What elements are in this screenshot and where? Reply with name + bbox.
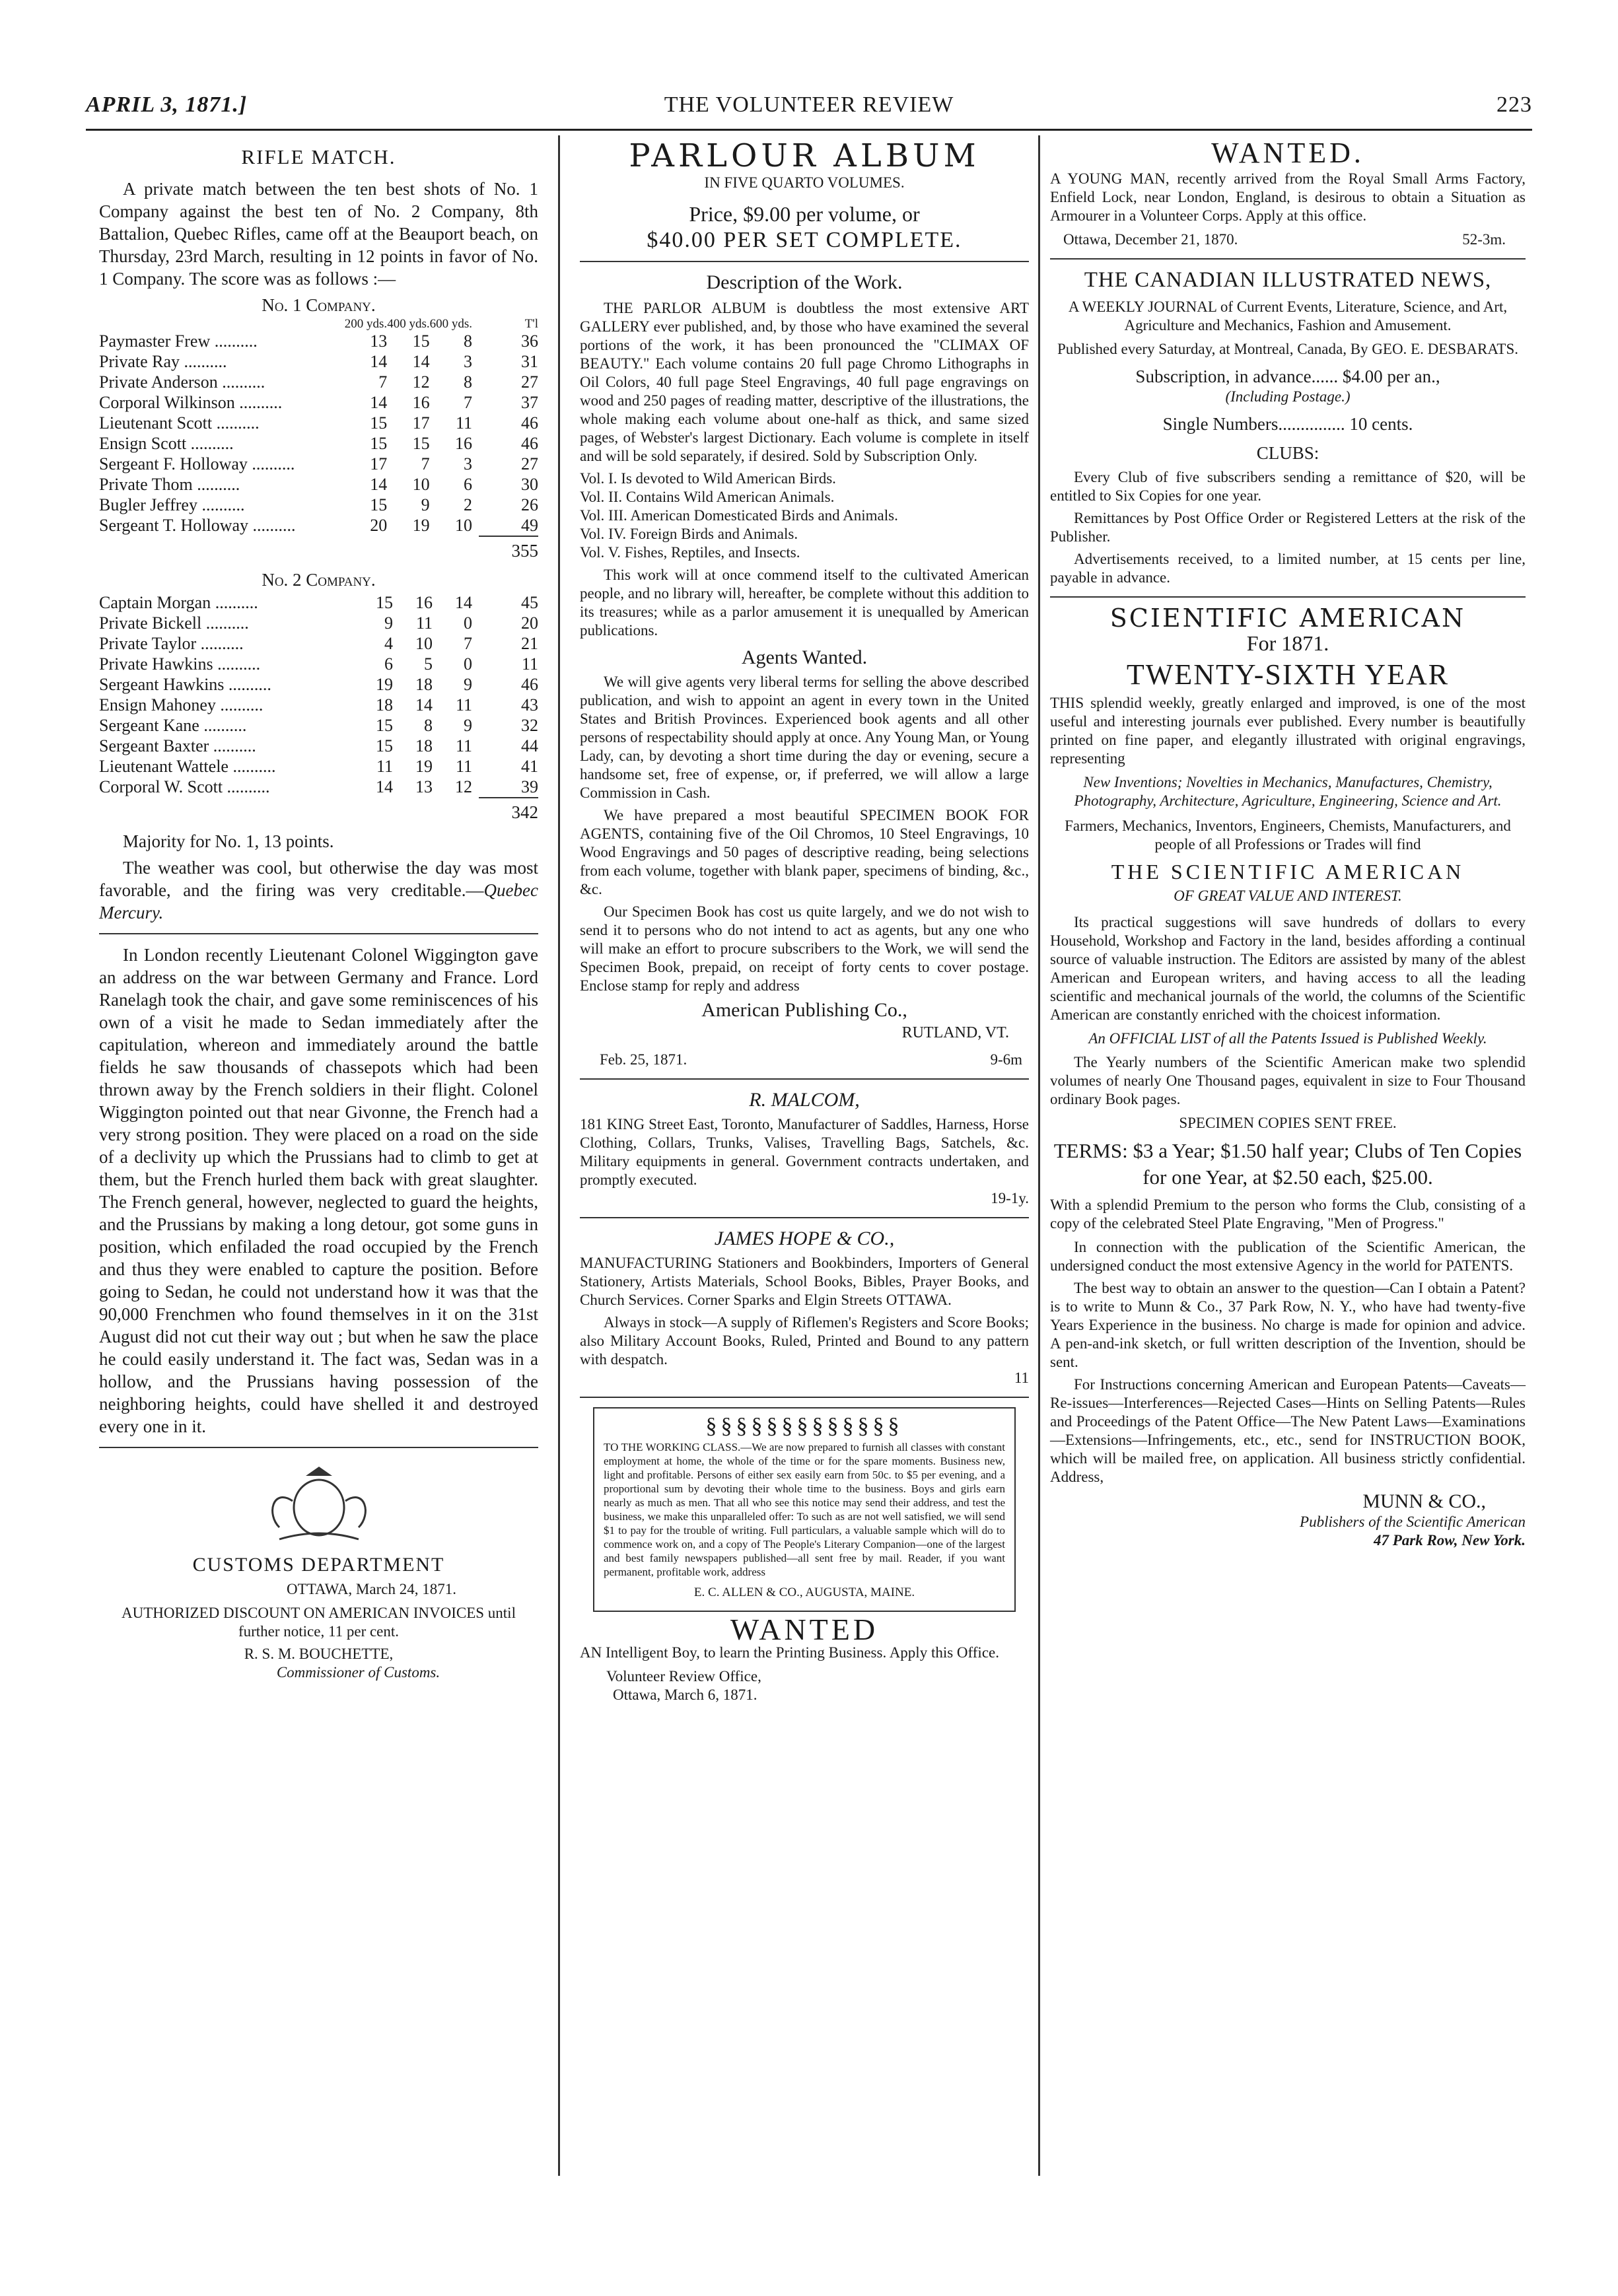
hope-code: 11 bbox=[1014, 1370, 1029, 1386]
score-total: 44 bbox=[521, 736, 538, 755]
score-total: 20 bbox=[521, 613, 538, 633]
munn-name: MUNN & CO., bbox=[1362, 1490, 1486, 1512]
sa-audience: Farmers, Mechanics, Inventors, Engineers, Chemists, Manufacturers, and people of all Professions or Trades will find bbox=[1065, 818, 1511, 852]
sa-yearly: The Yearly numbers of the Scientific American make two splendid volumes of nearly One Thousand pages, equivalent in size to Four Thousand ordinary Book pages. bbox=[1050, 1054, 1526, 1107]
volume-item: Vol. II. Contains Wild American Animals. bbox=[580, 489, 835, 505]
sa-intro: THIS splendid weekly, greatly enlarged and improved, is one of the most useful and interesting journals ever published. Every number is beautifully printed on fine paper, and elegantly illustrated with original engravings, representing bbox=[1050, 695, 1526, 767]
score-400: 10 bbox=[415, 634, 433, 653]
album-price-set: $40.00 PER SET COMPLETE. bbox=[647, 228, 962, 252]
sa-twenty-sixth-year: TWENTY-SIXTH YEAR bbox=[1126, 658, 1450, 691]
section-rule bbox=[1050, 258, 1526, 260]
score-200: 15 bbox=[370, 495, 388, 514]
score-total: 39 bbox=[521, 777, 538, 796]
score-400: 15 bbox=[412, 434, 430, 453]
specimen-text: We have prepared a most beautiful SPECIMEN BOOK FOR AGENTS, containing five of the Oil Chromos, 10 Steel Engravings, 10 Wood Engravings and 50 pages of descriptive reading, being selections from each volume, together with blank paper, specimens of binding, &c., &c. bbox=[580, 807, 1029, 897]
score-row bbox=[99, 633, 538, 654]
score-200: 14 bbox=[370, 393, 388, 412]
section-rule bbox=[580, 1078, 1029, 1080]
london-article: In London recently Lieutenant Colonel Wiggington gave an address on the war between Germany and France. Lord Ranelagh took the chair, and gave some reminiscences of his own of a visit he made to Sedan immediately after the capitulation, whereon and immediately around the battle fields he saw thousands of chassepots which had been thrown away by the French soldiers in their flight. Colonel Wiggington pointed out that near Givonne, the French had a very strong position. They were placed on a road on the side of a declivity up which the Prussians had to climb to get at them, but the French hurled them back with great slaughter. The French general, however, neglected to guard the heights, and the Prussians by making a long detour, got some guns in position, which enfiladed the road occupied by the French and thus they were enabled to capture the position. Before going to Sedan, he could not understand how it was that the 90,000 Frenchmen who found themselves in it on the 31st August did not cut their way out ; but when he saw the place he could easily understand it. The fact was, Sedan was in a hollow, and the Prussians having possession of the neighboring heights, could have shelled it and destroyed every one in it. bbox=[99, 945, 538, 1436]
total-company-1: 355 bbox=[479, 536, 538, 562]
score-400: 17 bbox=[412, 413, 430, 433]
customs-heading: CUSTOMS DEPARTMENT bbox=[192, 1554, 445, 1576]
score-200: 14 bbox=[376, 777, 393, 796]
customs-role: Commissioner of Customs. bbox=[276, 1664, 440, 1681]
issue-date: APRIL 3, 1871.] bbox=[86, 92, 248, 117]
score-600: 11 bbox=[455, 736, 472, 755]
score-rows-1 bbox=[99, 331, 538, 536]
range-header: 200 yds. bbox=[344, 317, 388, 331]
score-total: 11 bbox=[521, 654, 538, 674]
score-400: 18 bbox=[415, 675, 433, 694]
score-row bbox=[99, 433, 538, 454]
section-rule bbox=[99, 933, 538, 934]
agents-text: We will give agents very liberal terms for selling the above described publication, and wish to appoint an agent in every town in the United States and British Provinces. Experienced book agents and all other persons of respectability should apply at once. Any Young Man, or Young Lady, can, by devoting a short time during the day or evening, secure a handsome set, free of expense, or, if preferred, we will allow a large Commission in Cash. bbox=[580, 674, 1029, 801]
score-400: 10 bbox=[412, 475, 430, 494]
working-class-address: E. C. ALLEN & CO., AUGUSTA, MAINE. bbox=[693, 1585, 915, 1599]
shooter-name: Lieutenant Scott .......... bbox=[99, 413, 260, 433]
album-date-line bbox=[600, 1051, 1022, 1069]
rifle-match-heading: RIFLE MATCH. bbox=[241, 145, 396, 168]
score-table-1 bbox=[99, 318, 538, 536]
score-total: 46 bbox=[521, 434, 538, 453]
score-row bbox=[99, 392, 538, 413]
score-600: 11 bbox=[455, 757, 472, 776]
score-200: 15 bbox=[376, 736, 393, 755]
score-table-2 bbox=[99, 592, 538, 797]
score-row bbox=[99, 674, 538, 695]
column-3 bbox=[1050, 137, 1526, 1550]
score-row bbox=[99, 454, 538, 474]
cost-text: Our Specimen Book has cost us quite largely, and we do not wish to send it to persons who do not intend to act as agents, but any one who will make an effort to procure subscribers to the Work, we will send the Specimen Book, prepaid, on receipt of forty cents to cover postage. Enclose stamp for reply and address bbox=[580, 903, 1029, 994]
score-total: 30 bbox=[521, 475, 538, 494]
score-row bbox=[99, 715, 538, 736]
description-text: THE PARLOR ALBUM is doubtless the most extensive ART GALLERY ever published, and, by those who have examined the several portions of the work, it has been pronounced the "CLIMAX OF BEAUTY." Each volume contains 20 full page Chromo Lithographs in Oil Colors, 40 full page Steel Engravings, 40 full page engravings on wood and 250 pages of reading matter, descriptive of the illustrations, the whole making each volume about one-half as thick, and same sized pages, of Webster's largest Dictionary. Each volume is complete in itself and will be sold separately, if desired. Sold by Subscription Only. bbox=[580, 300, 1029, 464]
score-600: 3 bbox=[464, 454, 472, 473]
sa-practical: Its practical suggestions will save hundreds of dollars to every Household, Workshop and Factory in the land, besides affording a continual source of valuable instruction. The Editors are assisted by many of the ablest American and European writers, and having access to all the leading scientific and mechanical journals of the world, the columns of the Scientific American are constantly enriched with the choicest information. bbox=[1050, 914, 1526, 1023]
score-row bbox=[99, 756, 538, 777]
score-total: 43 bbox=[521, 695, 538, 714]
score-200: 19 bbox=[376, 675, 393, 694]
score-200: 11 bbox=[376, 757, 393, 776]
shooter-name: Private Ray .......... bbox=[99, 352, 227, 371]
score-row bbox=[99, 592, 538, 613]
score-400: 14 bbox=[412, 352, 430, 371]
score-total: 46 bbox=[521, 413, 538, 433]
clubs-text: Every Club of five subscribers sending a remittance of $20, will be entitled to Six Copies for one year. bbox=[1050, 469, 1526, 504]
score-400: 12 bbox=[412, 372, 430, 392]
cin-single: Single Numbers............... 10 cents. bbox=[1162, 414, 1413, 434]
score-600: 12 bbox=[455, 777, 472, 796]
hope-heading: JAMES HOPE & CO., bbox=[714, 1228, 895, 1249]
sa-specimen: SPECIMEN COPIES SENT FREE. bbox=[1179, 1115, 1397, 1131]
shooter-name: Private Bickell .......... bbox=[99, 613, 249, 633]
score-400: 15 bbox=[412, 331, 430, 351]
score-rows-2 bbox=[99, 592, 538, 797]
score-600: 7 bbox=[464, 634, 472, 653]
section-rule bbox=[1050, 596, 1526, 598]
range-header-row bbox=[99, 318, 538, 331]
page-number: 223 bbox=[1496, 92, 1532, 117]
publication-title: THE VOLUNTEER REVIEW bbox=[664, 92, 954, 117]
score-600: 7 bbox=[464, 393, 472, 412]
malcom-text: 181 KING Street East, Toronto, Manufacturer of Saddles, Harness, Horse Clothing, Collars, Trunks, Valises, Travelling Bags, Satchels, &c. Military equipments in general. Government contracts undertaken, and promptly executed. bbox=[580, 1116, 1029, 1188]
score-total: 31 bbox=[521, 352, 538, 371]
album-title: PARLOUR ALBUM bbox=[629, 137, 980, 174]
cin-description: A WEEKLY JOURNAL of Current Events, Literature, Science, and Art, Agriculture and Mechanics, Fashion and Amusement. bbox=[1068, 298, 1508, 333]
score-200: 15 bbox=[370, 434, 388, 453]
score-400: 19 bbox=[415, 757, 433, 776]
score-600: 6 bbox=[464, 475, 472, 494]
score-total: 21 bbox=[521, 634, 538, 653]
shooter-name: Private Thom .......... bbox=[99, 475, 240, 494]
score-600: 8 bbox=[464, 372, 472, 392]
agents-heading: Agents Wanted. bbox=[741, 646, 868, 668]
score-400: 9 bbox=[421, 495, 430, 514]
description-heading: Description of the Work. bbox=[706, 271, 903, 293]
volume-item: Vol. III. American Domesticated Birds and Animals. bbox=[580, 507, 898, 524]
working-class-text: TO THE WORKING CLASS.—We are now prepared to furnish all classes with constant employment at home, the whole of the time or for the spare moments. Business new, light and profitable. Persons of either sex easily earn from 50c. to $5 per evening, and a proportional sum by devoting their whole time to the business. Boys and girls earn nearly as much as men. That all who see this notice may send their address, and test the business, we make this unparalleled offer: To such as are not well satisfied, we will send $1 to pay for the trouble of writing. Full particulars, a valuable sample which will do to commence work on, and a copy of The People's Literary Companion—one of the largest and best family newspapers published—all sent free by mail. Reader, if you want permanent, profitable work, address bbox=[604, 1441, 1005, 1578]
wanted-armourer-date: Ottawa, December 21, 1870. bbox=[1063, 231, 1238, 248]
shooter-name: Sergeant F. Holloway .......... bbox=[99, 454, 295, 473]
cin-postage: (Including Postage.) bbox=[1225, 388, 1351, 405]
score-total: 45 bbox=[521, 593, 538, 612]
score-total: 41 bbox=[521, 757, 538, 776]
wanted-armourer-heading: WANTED. bbox=[1211, 137, 1364, 169]
weather-paragraph bbox=[99, 856, 538, 924]
wanted-boy-text: AN Intelligent Boy, to learn the Printing Business. Apply this Office. bbox=[580, 1644, 999, 1661]
sa-heading-2: THE SCIENTIFIC AMERICAN bbox=[1111, 860, 1465, 884]
score-200: 14 bbox=[370, 475, 388, 494]
customs-signatory: R. S. M. BOUCHETTE, bbox=[244, 1646, 394, 1662]
majority-line: Majority for No. 1, 13 points. bbox=[123, 831, 334, 851]
advertising-text: Advertisements received, to a limited number, at 15 cents per line, payable in advance. bbox=[1050, 551, 1526, 586]
munn-role: Publishers of the Scientific American bbox=[1300, 1513, 1526, 1530]
shooter-name: Sergeant Baxter .......... bbox=[99, 736, 256, 755]
score-600: 11 bbox=[455, 695, 472, 714]
score-600: 11 bbox=[455, 413, 472, 433]
wanted-boy-date: Ottawa, March 6, 1871. bbox=[613, 1687, 757, 1703]
score-row bbox=[99, 351, 538, 372]
section-rule bbox=[580, 261, 1029, 262]
score-600: 2 bbox=[464, 495, 472, 514]
clubs-heading: CLUBS: bbox=[1256, 443, 1319, 463]
company-2-heading: No. 2 Company. bbox=[262, 570, 376, 590]
sa-topics: New Inventions; Novelties in Mechanics, Manufactures, Chemistry, Photography, Architecture, Agriculture, Engineering, Science and Art. bbox=[1074, 774, 1502, 809]
weather-source: Quebec Mercury. bbox=[99, 880, 538, 922]
score-600: 16 bbox=[455, 434, 472, 453]
malcom-heading: R. MALCOM, bbox=[749, 1089, 860, 1111]
shooter-name: Lieutenant Wattele .......... bbox=[99, 757, 276, 776]
score-row bbox=[99, 654, 538, 674]
score-600: 9 bbox=[464, 675, 472, 694]
shooter-name: Sergeant Hawkins .......... bbox=[99, 675, 271, 694]
sa-instructions: For Instructions concerning American and European Patents—Caveats—Re-issues—Interferences—Rejected Cases—Hints on Selling Patents—Rules and Proceedings of the Patent Office—The New Patent Laws—Examinations—Extensions—Infringements, etc., etc., send for INSTRUCTION BOOK, which will be mailed free, on application. All business strictly confidential. Address, bbox=[1050, 1376, 1526, 1485]
score-row bbox=[99, 515, 538, 536]
score-400: 16 bbox=[415, 593, 433, 612]
score-200: 17 bbox=[370, 454, 388, 473]
section-rule bbox=[580, 1217, 1029, 1218]
score-total: 36 bbox=[521, 331, 538, 351]
shooter-name: Bugler Jeffrey .......... bbox=[99, 495, 245, 514]
publisher-city: RUTLAND, VT. bbox=[901, 1024, 1009, 1041]
score-200: 6 bbox=[384, 654, 393, 674]
album-price-volume: Price, $9.00 per volume, or bbox=[689, 202, 920, 226]
sa-premium: With a splendid Premium to the person who forms the Club, consisting of a copy of the celebrated Steel Plate Engraving, "Men of Progress." bbox=[1050, 1197, 1526, 1232]
score-600: 0 bbox=[464, 654, 472, 674]
score-400: 18 bbox=[415, 736, 433, 755]
score-row bbox=[99, 777, 538, 797]
score-row bbox=[99, 495, 538, 515]
score-200: 14 bbox=[370, 352, 388, 371]
column-2 bbox=[580, 137, 1029, 1704]
score-row bbox=[99, 474, 538, 495]
section-rule bbox=[580, 1397, 1029, 1398]
running-head bbox=[86, 86, 1532, 125]
column-rule-2 bbox=[1038, 135, 1040, 2176]
score-total: 26 bbox=[521, 495, 538, 514]
score-600: 9 bbox=[464, 716, 472, 735]
score-600: 8 bbox=[464, 331, 472, 351]
score-400: 5 bbox=[424, 654, 433, 674]
wanted-armourer-text: A YOUNG MAN, recently arrived from the Royal Small Arms Factory, Enfield Lock, near London, England, is desirous to obtain a Situation as Armourer in a Volunteer Corps. Apply at this office. bbox=[1050, 170, 1526, 224]
score-600: 0 bbox=[464, 613, 472, 633]
remittance-text: Remittances by Post Office Order or Registered Letters at the risk of the Publisher. bbox=[1050, 510, 1526, 545]
cin-heading: THE CANADIAN ILLUSTRATED NEWS, bbox=[1084, 268, 1492, 292]
publisher-name: American Publishing Co., bbox=[701, 999, 907, 1021]
score-row bbox=[99, 736, 538, 756]
score-400: 14 bbox=[415, 695, 433, 714]
royal-crest-icon bbox=[253, 1461, 385, 1547]
score-200: 4 bbox=[384, 634, 393, 653]
range-header: 400 yds. bbox=[387, 317, 430, 331]
score-row bbox=[99, 413, 538, 433]
column-rule-1 bbox=[558, 135, 560, 2176]
score-row bbox=[99, 372, 538, 392]
score-400: 16 bbox=[412, 393, 430, 412]
shooter-name: Paymaster Frew .......... bbox=[99, 331, 258, 351]
munn-address: 47 Park Row, New York. bbox=[1373, 1532, 1526, 1548]
wanted-armourer-date-line bbox=[1063, 230, 1506, 249]
header-rule bbox=[86, 129, 1532, 131]
score-200: 7 bbox=[378, 372, 388, 392]
column-1 bbox=[99, 142, 538, 1682]
score-total: 32 bbox=[521, 716, 538, 735]
score-total: 27 bbox=[521, 454, 538, 473]
sa-terms: TERMS: $3 a Year; $1.50 half year; Clubs of Ten Copies for one Year, at $2.50 each, $25.00. bbox=[1053, 1139, 1522, 1189]
working-class-ad bbox=[593, 1407, 1016, 1612]
shooter-name: Private Anderson .......... bbox=[99, 372, 265, 392]
range-header: 600 yds. bbox=[429, 317, 472, 331]
shooter-name: Sergeant Kane .......... bbox=[99, 716, 247, 735]
score-row bbox=[99, 613, 538, 633]
shooter-name: Captain Morgan .......... bbox=[99, 593, 258, 612]
volume-item: Vol. IV. Foreign Birds and Animals. bbox=[580, 526, 798, 542]
score-400: 13 bbox=[415, 777, 433, 796]
cin-publication: Published every Saturday, at Montreal, Canada, By GEO. E. DESBARATS. bbox=[1057, 341, 1518, 357]
shooter-name: Private Hawkins .......... bbox=[99, 654, 261, 674]
album-date: Feb. 25, 1871. bbox=[600, 1051, 687, 1068]
wanted-boy-heading: WANTED bbox=[730, 1613, 879, 1646]
volume-item: Vol. V. Fishes, Reptiles, and Insects. bbox=[580, 544, 800, 561]
score-400: 7 bbox=[421, 454, 430, 473]
sa-heading: SCIENTIFIC AMERICAN bbox=[1109, 604, 1466, 633]
score-total: 46 bbox=[521, 675, 538, 694]
shooter-name: Ensign Scott .......... bbox=[99, 434, 234, 453]
score-600: 3 bbox=[464, 352, 472, 371]
malcom-code: 19-1y. bbox=[991, 1190, 1029, 1206]
score-200: 15 bbox=[370, 413, 388, 433]
score-total: 37 bbox=[521, 393, 538, 412]
score-200: 15 bbox=[376, 593, 393, 612]
score-200: 18 bbox=[376, 695, 393, 714]
company-1-heading: No. 1 Company. bbox=[262, 295, 376, 315]
wanted-armourer-code: 52-3m. bbox=[1462, 231, 1506, 248]
shooter-name: Ensign Mahoney .......... bbox=[99, 695, 264, 714]
cin-subscription: Subscription, in advance...... $4.00 per an., bbox=[1135, 366, 1440, 386]
volume-list bbox=[580, 470, 1029, 562]
shooter-name: Sergeant T. Holloway .......... bbox=[99, 516, 296, 535]
album-code: 9-6m bbox=[990, 1051, 1022, 1068]
ornament-row: §§§§§§§§§§§§§ bbox=[705, 1414, 903, 1438]
score-200: 13 bbox=[370, 331, 388, 351]
commend-text: This work will at once commend itself to the cultivated American people, and no library will, hereafter, be complete without this addition to its treasures; while as a parlor amusement it is unequalled by American publications. bbox=[580, 567, 1029, 639]
album-subtitle: IN FIVE QUARTO VOLUMES. bbox=[704, 174, 905, 191]
rifle-match-intro: A private match between the ten best shots of No. 1 Company against the best ten of No. 2 Company, 8th Battalion, Quebec Rifles, came off at the Beauport beach, on Thursday, 23rd March, resulting in 12 points in favor of No. 1 Company. The score was as follows :— bbox=[99, 179, 538, 289]
score-400: 11 bbox=[415, 613, 433, 633]
range-header: T'l bbox=[524, 317, 538, 331]
score-200: 20 bbox=[370, 516, 388, 535]
sa-official-list: An OFFICIAL LIST of all the Patents Issued is Published Weekly. bbox=[1088, 1030, 1487, 1047]
section-rule bbox=[99, 1447, 538, 1448]
hope-stock-text: Always in stock—A supply of Riflemen's Registers and Score Books; also Military Account Books, Ruled, Printed and Bound to any pattern with despatch. bbox=[580, 1314, 1029, 1368]
score-200: 9 bbox=[384, 613, 393, 633]
score-total: 27 bbox=[521, 372, 538, 392]
score-600: 14 bbox=[455, 593, 472, 612]
score-400: 8 bbox=[424, 716, 433, 735]
shooter-name: Corporal Wilkinson .......... bbox=[99, 393, 283, 412]
wanted-boy-office: Volunteer Review Office, bbox=[606, 1668, 761, 1685]
sa-best-way: The best way to obtain an answer to the question—Can I obtain a Patent? is to write to Munn & Co., 37 Park Row, N. Y., who have had twenty-five Years Experience in the business. No charge is made for opinion and advice. A pen-and-ink sketch, or full written description of the Invention, should be sent. bbox=[1050, 1280, 1526, 1370]
sa-value-line: OF GREAT VALUE AND INTEREST. bbox=[1174, 887, 1402, 904]
sa-patents-agency: In connection with the publication of the Scientific American, the undersigned conduct the most extensive Agency in the world for PATENTS. bbox=[1050, 1239, 1526, 1274]
sa-year-label: For 1871. bbox=[1246, 631, 1329, 655]
shooter-name: Corporal W. Scott .......... bbox=[99, 777, 270, 796]
weather-text: The weather was cool, but otherwise the day was most favorable, and the firing was very creditable.— bbox=[99, 858, 538, 900]
total-company-2: 342 bbox=[479, 797, 538, 823]
score-600: 10 bbox=[455, 516, 472, 535]
score-row bbox=[99, 331, 538, 351]
shooter-name: Private Taylor .......... bbox=[99, 634, 244, 653]
score-400: 19 bbox=[412, 516, 430, 535]
score-row bbox=[99, 695, 538, 715]
volume-item: Vol. I. Is devoted to Wild American Birds. bbox=[580, 470, 836, 487]
hope-text: MANUFACTURING Stationers and Bookbinders, Importers of General Stationery, Artists Materials, School Books, Bibles, Prayer Books, and Church Services. Corner Sparks and Elgin Streets OTTAWA. bbox=[580, 1255, 1029, 1308]
customs-notice: AUTHORIZED DISCOUNT ON AMERICAN INVOICES until further notice, 11 per cent. bbox=[122, 1605, 516, 1640]
customs-date: OTTAWA, March 24, 1871. bbox=[287, 1581, 456, 1597]
score-total: 49 bbox=[521, 516, 538, 535]
score-200: 15 bbox=[376, 716, 393, 735]
